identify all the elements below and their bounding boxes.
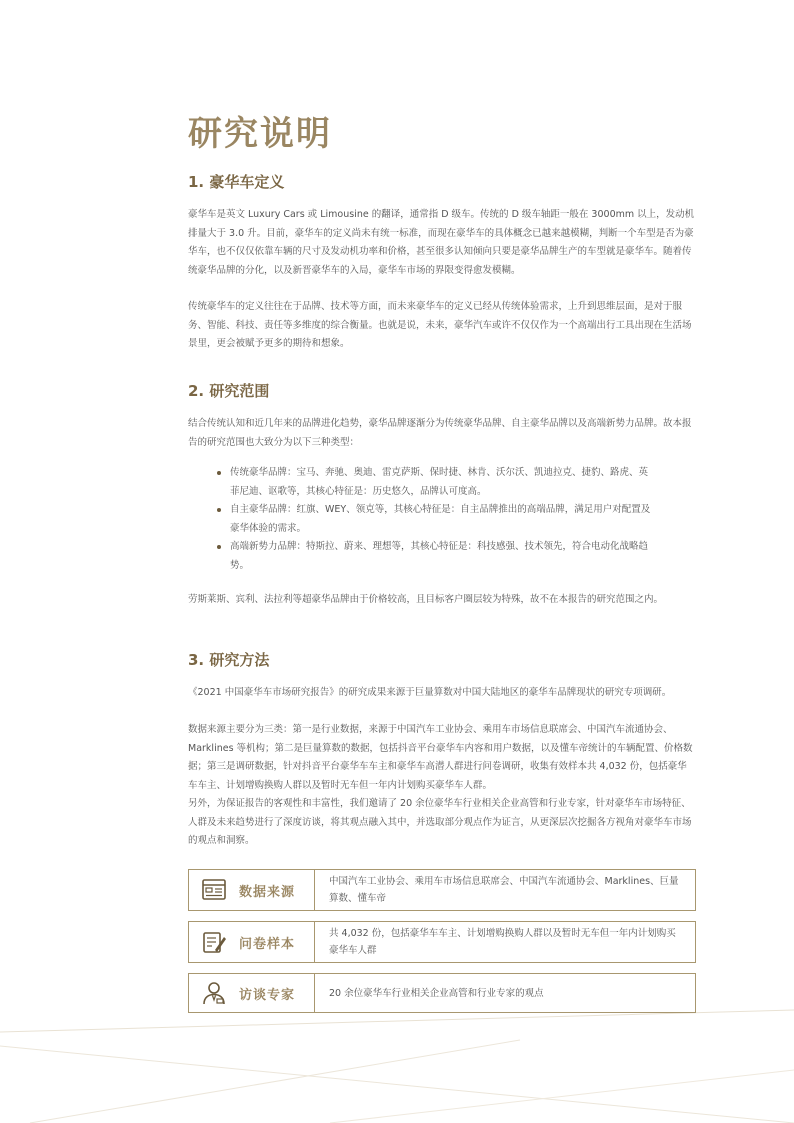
info-box-sample [188, 921, 696, 963]
box-label-data-source: 数据来源 [239, 884, 296, 900]
method-paragraph-1: 《2021 中国豪华车市场研究报告》的研究成果来源于巨量算数对中国大陆地区的豪华车品牌现状的研究专项调研。 [188, 687, 672, 698]
bullet-icon [217, 471, 221, 475]
definition-paragraph-1: 豪华车是英文 Luxury Cars 或 Limousine 的翻译，通常指 D 级车。传统的 D 级车轴距一般在 3000mm 以上，发动机排量大于 3.0 升。目前，豪华车的定义尚未有统一标准，而现在豪华车的具体概念已越来越模糊，判断一个车型是否为豪华车，也不仅仅依靠车辆的尺寸及发动机功率和价格，甚至很多认知倾向只要是豪华品牌生产的车型就是豪华车。随着传统豪华品牌的分化，以及新晋豪华车的入局，豪华车市场的界限变得愈发模糊。 [188, 209, 695, 276]
expert-icon [201, 980, 227, 1006]
page-title: 研究说明 [188, 114, 332, 154]
box-text-sample: 共 4,032 份，包括豪华车车主、计划增购换购人群以及暂时无车但一年内计划购买豪华车人群 [329, 928, 676, 956]
method-paragraph-3: 另外，为保证报告的客观性和丰富性，我们邀请了 20 余位豪华车行业相关企业高管和行业专家，针对豪华车市场特征、人群及未来趋势进行了深度访谈，将其观点融入其中，并选取部分观点作为证言，从更深层次挖掘各方视角对豪华车市场的观点和洞察。 [188, 798, 692, 846]
brand-type-new-force: 高端新势力品牌：特斯拉、蔚来、理想等，其核心特征是：科技感强、技术领先，符合电动化战略趋势。 [230, 541, 649, 571]
section-heading-scope: 2. 研究范围 [188, 382, 270, 400]
brand-type-domestic: 自主豪华品牌：红旗、WEY、领克等，其核心特征是：自主品牌推出的高端品牌，满足用户对配置及豪华体验的需求。 [230, 504, 651, 534]
definition-paragraph-2: 传统豪华车的定义往往在于品牌、技术等方面，而未来豪华车的定义已经从传统体验需求，上升到思维层面，是对于服务、智能、科技、责任等多维度的综合衡量。也就是说，未来，豪华汽车或许不仅仅作为一个高端出行工具出现在生活场景里，更会被赋予更多的期待和想象。 [188, 301, 692, 349]
box-label-experts: 访谈专家 [239, 987, 296, 1003]
section-heading-method: 3. 研究方法 [188, 651, 270, 669]
info-box-experts [188, 973, 696, 1013]
report-icon [201, 877, 227, 903]
info-box-data-source [188, 869, 696, 911]
list-item [214, 538, 654, 575]
section-heading-definition: 1. 豪华车定义 [188, 173, 285, 191]
brand-type-traditional: 传统豪华品牌：宝马、奔驰、奥迪、雷克萨斯、保时捷、林肯、沃尔沃、凯迪拉克、捷豹、路虎、英菲尼迪、讴歌等，其核心特征是：历史悠久，品牌认可度高。 [230, 467, 649, 497]
method-paragraph-2: 数据来源主要分为三类：第一是行业数据，来源于中国汽车工业协会、乘用车市场信息联席会、中国汽车流通协会、Marklines 等机构；第二是巨量算数的数据，包括抖音平台豪华车内容和用户数据，以及懂车帝统计的车辆配置、价格数据；第三是调研数据，针对抖音平台豪华车车主和豪华车高潜人群进行问卷调研，收集有效样本共 4,032 份，包括豪华车车主、计划增购换购人群以及暂时无车但一年内计划购买豪华车人群。 [188, 724, 693, 791]
box-text-experts: 20 余位豪华车行业相关企业高管和行业专家的观点 [329, 987, 544, 999]
scope-intro: 结合传统认知和近几年来的品牌进化趋势，豪华品牌逐渐分为传统豪华品牌、自主豪华品牌以及高端新势力品牌。故本报告的研究范围也大致分为以下三种类型： [188, 418, 692, 448]
list-item [214, 501, 654, 538]
box-label-sample: 问卷样本 [239, 936, 296, 952]
bullet-icon [217, 508, 221, 512]
box-text-data-source: 中国汽车工业协会、乘用车市场信息联席会、中国汽车流通协会、Marklines、巨量算数、懂车帝 [329, 876, 679, 904]
scope-note: 劳斯莱斯、宾利、法拉利等超豪华品牌由于价格较高，且目标客户圈层较为特殊，故不在本报告的研究范围之内。 [188, 594, 664, 605]
list-item [214, 464, 654, 501]
brand-type-list [214, 464, 654, 575]
bullet-icon [217, 545, 221, 549]
questionnaire-icon [201, 929, 227, 955]
